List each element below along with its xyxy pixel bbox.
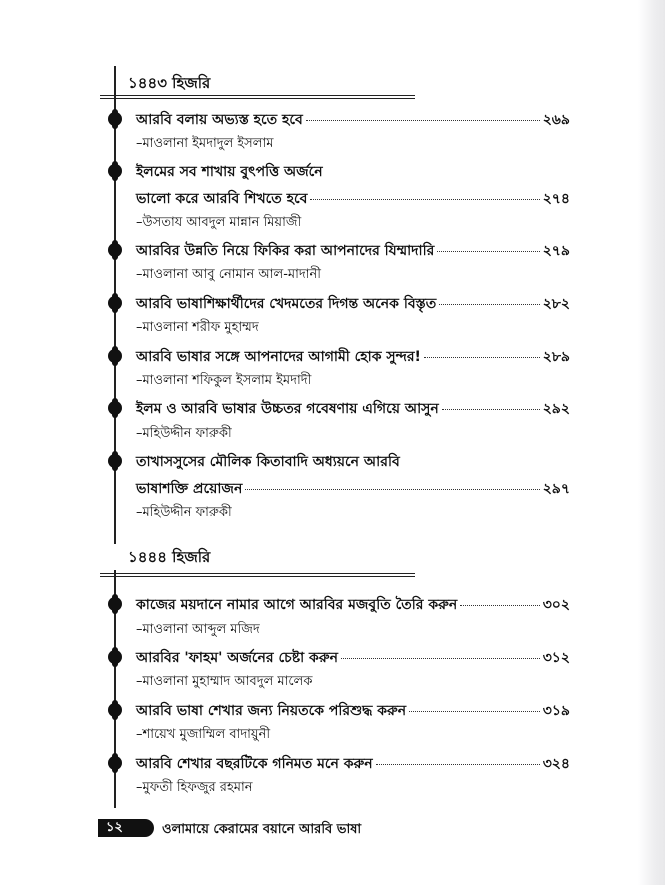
entry-author: –মাওলানা আব্দুল মজিদ — [136, 622, 260, 637]
dot-leader — [376, 764, 540, 765]
dot-leader — [310, 199, 539, 200]
entry-title: আরবি শেখার বছরটিকে গনিমত মনে করুন — [136, 756, 373, 772]
toc-entry[interactable] — [136, 646, 570, 670]
entry-title[interactable]: ইলমের সব শাখায় বুৎপত্তি অর্জনে — [136, 164, 323, 180]
entry-title: ইলম ও আরবি ভাষার উচ্চতর গবেষণায় এগিয়ে আসুন — [136, 401, 439, 417]
entry-title[interactable]: তাখাসসুসের মৌলিক কিতাবাদি অধ্যয়নে আরবি — [136, 454, 400, 470]
page-number: ২৯৭ — [542, 481, 570, 497]
dot-leader — [460, 605, 539, 606]
entry-author: –উসতায আবদুল মান্নান মিয়াজী — [136, 215, 302, 230]
entry-bullet-icon — [108, 703, 122, 717]
page-number: ২৭৯ — [542, 243, 570, 259]
toc-entry[interactable] — [136, 699, 570, 723]
toc-entry[interactable] — [136, 477, 570, 501]
page-number: ৩০২ — [542, 597, 570, 613]
entry-bullet-icon — [108, 349, 122, 363]
entry-title: আরবির 'ফাহম' অর্জনের চেষ্টা করুন — [136, 650, 338, 666]
entry-bullet-icon — [108, 401, 122, 415]
page-number: ২৯২ — [542, 401, 570, 417]
entry-bullet-icon — [108, 650, 122, 664]
toc-entry[interactable] — [136, 187, 570, 211]
entry-bullet-icon — [108, 296, 122, 310]
entry-bullet-icon — [108, 243, 122, 257]
entry-title: কাজের ময়দানে নামার আগে আরবির মজবুতি তৈরি করুন — [136, 597, 458, 613]
entry-bullet-icon — [108, 756, 122, 770]
entry-author: –মাওলানা ইমদাদুল ইসলাম — [136, 136, 274, 151]
toc-entry[interactable] — [136, 108, 570, 132]
section-title: ১৪৪৪ হিজরি — [128, 548, 211, 566]
entry-author: –মাওলানা শরীফ মুহাম্মদ — [136, 320, 259, 335]
page-number: ২৮২ — [542, 296, 570, 312]
page-edge-shadow — [638, 0, 665, 885]
entry-author: –মুফতী হিফজুর রহমান — [136, 780, 253, 795]
section-divider — [100, 573, 415, 577]
entry-title-continued: ভাষাশক্তি প্রয়োজন — [136, 481, 243, 497]
entry-title-continued: ভালো করে আরবি শিখতে হবে — [136, 191, 308, 207]
dot-leader — [341, 658, 540, 659]
folio-page-number: ১২ — [106, 819, 123, 835]
dot-leader — [437, 251, 539, 252]
toc-entry[interactable] — [136, 292, 570, 316]
entry-bullet-icon — [108, 597, 122, 611]
dot-leader — [306, 120, 540, 121]
page-number: ২৬৯ — [542, 112, 570, 128]
entry-author: –মাওলানা মুহাম্মাদ আবদুল মালেক — [136, 674, 313, 689]
entry-bullet-icon — [108, 454, 122, 468]
page-number: ৩২৪ — [542, 756, 570, 772]
toc-entry[interactable] — [136, 239, 570, 263]
dot-leader — [409, 711, 540, 712]
toc-entry[interactable] — [136, 345, 570, 369]
entry-title: আরবির উন্নতি নিয়ে ফিকির করা আপনাদের যিম্মাদারি — [136, 243, 435, 259]
entry-title: আরবি বলায় অভ্যস্ত হতে হবে — [136, 112, 303, 128]
entry-bullet-icon — [108, 164, 122, 178]
folio-badge — [98, 819, 154, 837]
page-number: ২৮৯ — [542, 349, 570, 365]
section-divider — [100, 95, 415, 99]
running-footer-title: ওলামায়ে কেরামের বয়ানে আরবি ভাষা — [162, 822, 362, 837]
entry-author: –মহিউদ্দীন ফারুকী — [136, 505, 232, 520]
dot-leader — [442, 409, 540, 410]
entry-title: আরবি ভাষা শেখার জন্য নিয়তকে পরিশুদ্ধ করুন — [136, 703, 407, 719]
dot-leader — [424, 357, 540, 358]
toc-entry[interactable] — [136, 397, 570, 421]
dot-leader — [245, 489, 539, 490]
entry-bullet-icon — [108, 112, 122, 126]
dot-leader — [439, 304, 540, 305]
page-number: ২৭৪ — [542, 191, 570, 207]
entry-title: আরবি ভাষাশিক্ষার্থীদের খেদমতের দিগন্ত অনেক বিস্তৃত — [136, 296, 437, 312]
entry-author: –মাওলানা আবু নোমান আল-মাদানী — [136, 267, 321, 282]
entry-author: –মাওলানা শফিকুল ইসলাম ইমদাদী — [136, 373, 312, 388]
entry-author: –শায়েখ মুজাম্মিল বাদায়ুনী — [136, 727, 271, 742]
page-number: ৩১৯ — [542, 703, 570, 719]
section-title: ১৪৪৩ হিজরি — [128, 74, 211, 92]
entry-author: –মহিউদ্দীন ফারুকী — [136, 426, 232, 441]
entry-title: আরবি ভাষার সঙ্গে আপনাদের আগামী হোক সুন্দর! — [136, 349, 421, 365]
toc-entry[interactable] — [136, 593, 570, 617]
toc-entry[interactable] — [136, 752, 570, 776]
page-number: ৩১২ — [542, 650, 570, 666]
